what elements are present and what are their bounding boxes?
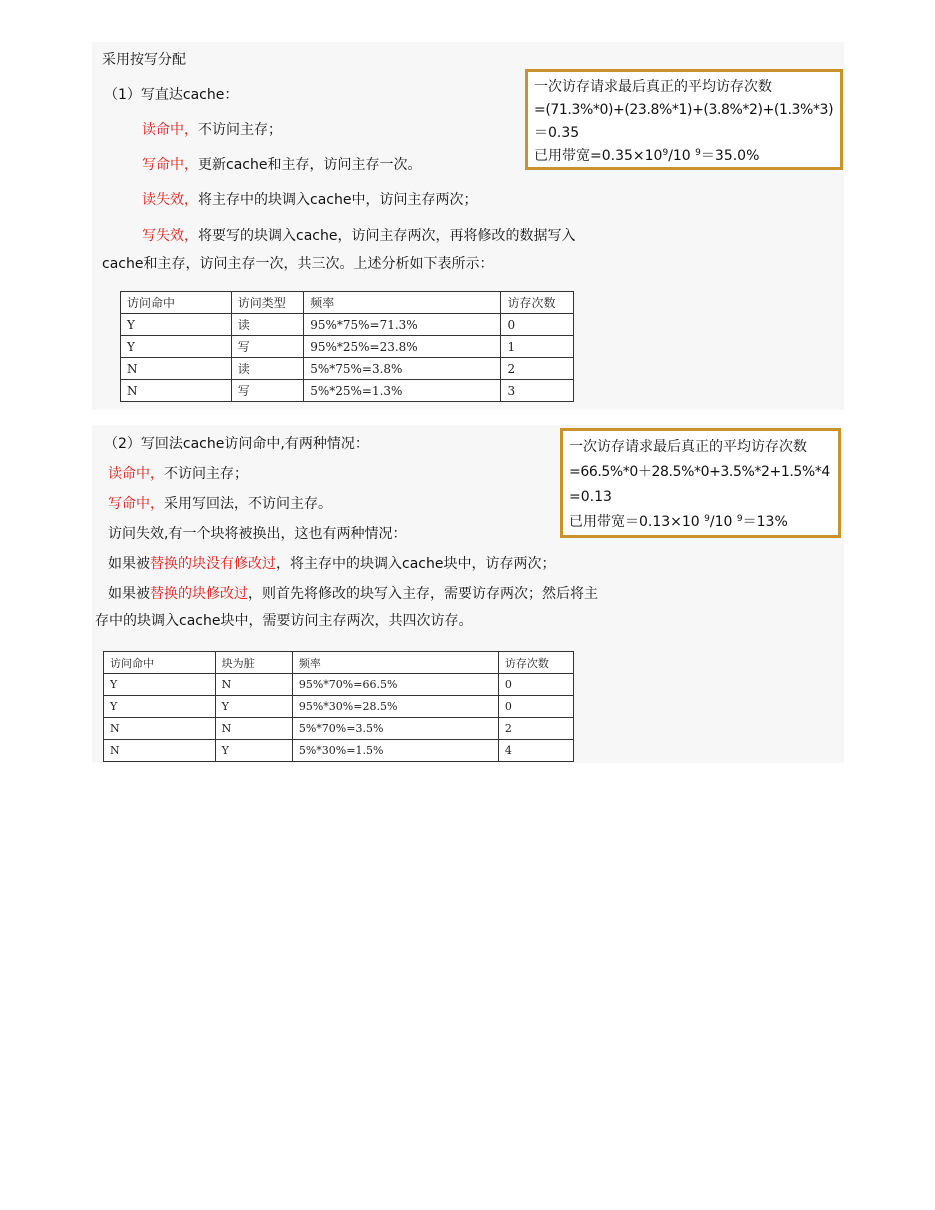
- table-header-cell: 访问类型: [231, 292, 303, 314]
- write-miss-text: 将要写的块调入cache，访问主存两次，再将修改的数据写入: [198, 228, 576, 244]
- table-cell: N: [104, 740, 216, 762]
- table-cell: 95%*70%=66.5%: [292, 674, 498, 696]
- part2-case2: 如果被替换的块修改过，则首先将修改的块写入主存，需要访存两次；然后将主: [108, 586, 598, 602]
- table-cell: Y: [104, 696, 216, 718]
- table-cell: Y: [215, 696, 292, 718]
- table-cell: 读: [231, 314, 303, 336]
- read-hit-text: 不访问主存；: [198, 122, 282, 138]
- part1-heading: （1）写直达cache：: [104, 87, 239, 103]
- table-row: [121, 336, 574, 358]
- part1-read-miss: [142, 192, 477, 209]
- result2-line1: 一次访存请求最后真正的平均访存次数: [569, 439, 807, 455]
- part2-case1: 如果被替换的块没有修改过，将主存中的块调入cache块中，访存两次；: [108, 556, 556, 572]
- table-cell: 5%*75%=3.8%: [304, 358, 501, 380]
- part2-write-hit: [108, 496, 332, 513]
- write-miss-label: 写失效，: [142, 228, 198, 244]
- case2-label: 替换的块修改过: [150, 586, 248, 602]
- table-cell: 95%*25%=23.8%: [304, 336, 501, 358]
- part2-read-hit: [108, 466, 248, 483]
- table-header-cell: 访存次数: [501, 292, 574, 314]
- table-header-cell: 访问命中: [121, 292, 232, 314]
- part2-table: [103, 651, 574, 762]
- table-header-cell: 块为脏: [215, 652, 292, 674]
- part1-result-box: [525, 69, 843, 170]
- table-row: [121, 314, 574, 336]
- part1-write-hit: [142, 157, 421, 174]
- table-cell: N: [104, 718, 216, 740]
- part2-heading: （2）写回法cache访问命中,有两种情况：: [104, 436, 369, 452]
- table-header: [121, 292, 574, 314]
- result2-line3: =0.13: [569, 489, 612, 505]
- table-cell: Y: [121, 336, 232, 358]
- table-cell: 2: [501, 358, 574, 380]
- part1-write-miss: [142, 228, 575, 245]
- read-miss-text: 将主存中的块调入cache中，访问主存两次；: [198, 192, 478, 208]
- table-row: [104, 674, 574, 696]
- table-row: [104, 740, 574, 762]
- read-hit-label: 读命中，: [142, 122, 198, 138]
- case1-label: 替换的块没有修改过: [150, 556, 276, 572]
- table-header-cell: 访存次数: [498, 652, 573, 674]
- table-cell: N: [215, 674, 292, 696]
- table-header-cell: 频率: [292, 652, 498, 674]
- write-hit-label: 写命中，: [142, 157, 198, 173]
- read-miss-label: 读失效，: [142, 192, 198, 208]
- part1-write-miss-cont: cache和主存，访问主存一次，共三次。上述分析如下表所示：: [102, 256, 494, 272]
- table-row: [104, 696, 574, 718]
- table-cell: 5%*30%=1.5%: [292, 740, 498, 762]
- table-cell: Y: [104, 674, 216, 696]
- table-cell: 读: [231, 358, 303, 380]
- table-cell: 5%*25%=1.3%: [304, 380, 501, 402]
- write-hit-label: 写命中，: [108, 496, 164, 512]
- part1-read-hit: [142, 122, 282, 139]
- table-cell: Y: [215, 740, 292, 762]
- read-hit-text: 不访问主存；: [164, 466, 248, 482]
- intro-text: 采用按写分配: [102, 52, 186, 68]
- table-cell: 5%*70%=3.5%: [292, 718, 498, 740]
- table-cell: N: [121, 380, 232, 402]
- result2-line2: =66.5%*0＋28.5%*0+3.5%*2+1.5%*4: [569, 464, 830, 480]
- table-row: [121, 358, 574, 380]
- part1-table: [120, 291, 574, 402]
- table-cell: 95%*30%=28.5%: [292, 696, 498, 718]
- part2-miss-intro: 访问失效,有一个块将被换出，这也有两种情况：: [108, 526, 407, 542]
- table-row: [121, 380, 574, 402]
- table-cell: 2: [498, 718, 573, 740]
- part2-case2-cont: 存中的块调入cache块中，需要访问主存两次，共四次访存。: [95, 613, 473, 629]
- result2-line4: 已用带宽＝0.13×10 $^9$/10 $^9$＝13%: [569, 514, 788, 530]
- table-cell: 写: [231, 336, 303, 358]
- result1-line3: ＝0.35: [534, 125, 580, 141]
- read-hit-label: 读命中，: [108, 466, 164, 482]
- table-header-cell: 频率: [304, 292, 501, 314]
- table-cell: 1: [501, 336, 574, 358]
- table-cell: N: [121, 358, 232, 380]
- result1-line1: 一次访存请求最后真正的平均访存次数: [534, 79, 772, 95]
- table-cell: Y: [121, 314, 232, 336]
- table-cell: 0: [498, 696, 573, 718]
- table-header: [104, 652, 574, 674]
- table-cell: 95%*75%=71.3%: [304, 314, 501, 336]
- table-row: [104, 718, 574, 740]
- table-cell: 4: [498, 740, 573, 762]
- write-hit-text: 更新cache和主存，访问主存一次。: [198, 157, 422, 173]
- table-cell: 3: [501, 380, 574, 402]
- result1-line2: =(71.3%*0)+(23.8%*1)+(3.8%*2)+(1.3%*3): [534, 102, 834, 118]
- result1-line4: 已用带宽$=0.35\times 10^9/10$ $^9$＝35.0%: [534, 148, 760, 164]
- write-hit-text: 采用写回法，不访问主存。: [164, 496, 332, 512]
- table-cell: 0: [501, 314, 574, 336]
- table-header-cell: 访问命中: [104, 652, 216, 674]
- table-cell: 0: [498, 674, 573, 696]
- table-cell: N: [215, 718, 292, 740]
- part2-result-box: [560, 428, 841, 538]
- table-cell: 写: [231, 380, 303, 402]
